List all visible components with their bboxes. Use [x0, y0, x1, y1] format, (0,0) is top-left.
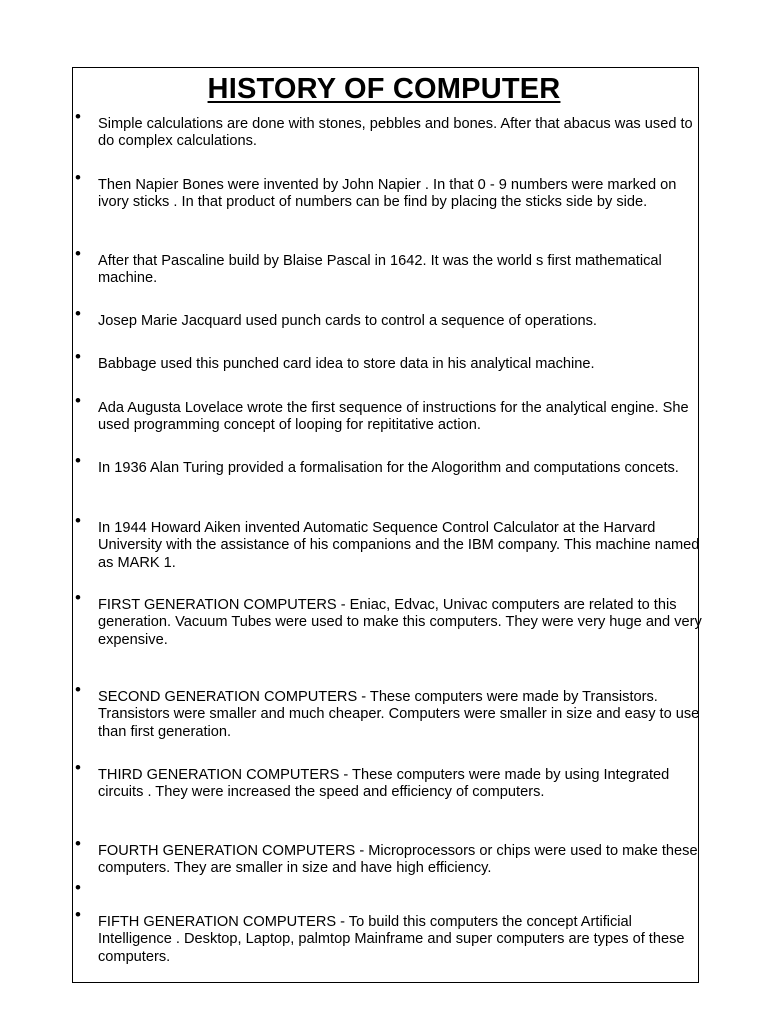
bullet-icon: •	[75, 511, 81, 530]
list-item-text: After that Pascaline build by Blaise Pascal in 1642. It was the world s first mathematical machine.	[98, 253, 662, 287]
list-item-text: Simple calculations are done with stones, pebbles and bones. After that abacus was used to do complex calculations.	[98, 116, 693, 150]
list-item-text: Josep Marie Jacquard used punch cards to control a sequence of operations.	[98, 313, 597, 329]
list-item-text: Babbage used this punched card idea to store data in his analytical machine.	[98, 356, 595, 372]
bullet-icon: •	[75, 834, 81, 853]
list-item-text: SECOND GENERATION COMPUTERS - These computers were made by Transistors. Transistors were smaller and much cheaper. Computers were smaller in size and easy to use than first generation.	[98, 689, 700, 740]
bullet-icon: •	[75, 758, 81, 777]
bullet-icon: •	[75, 391, 81, 410]
bullet-icon: •	[75, 878, 81, 897]
list-item-text: FIRST GENERATION COMPUTERS - Eniac, Edvac, Univac computers are related to this generation. Vacuum Tubes were used to make this computers. They were very huge and very expensive.	[98, 597, 702, 648]
list-item-text: Then Napier Bones were invented by John Napier . In that 0 - 9 numbers were marked on ivory sticks . In that product of numbers can be find by placing the sticks side by side.	[98, 177, 677, 211]
bullet-icon: •	[75, 451, 81, 470]
bullet-icon: •	[75, 244, 81, 263]
bullet-icon: •	[75, 905, 81, 924]
bullet-icon: •	[75, 680, 81, 699]
list-item-text: FOURTH GENERATION COMPUTERS - Microprocessors or chips were used to make these computers. They are smaller in size and have high efficiency.	[98, 843, 698, 877]
bullet-icon: •	[75, 347, 81, 366]
list-item-text: In 1936 Alan Turing provided a formalisation for the Alogorithm and computations concets.	[98, 460, 679, 476]
bullet-icon: •	[75, 304, 81, 323]
bullet-icon: •	[75, 107, 81, 126]
bullet-icon: •	[75, 588, 81, 607]
list-item-text: THIRD GENERATION COMPUTERS - These computers were made by using Integrated circuits . They were increased the speed and efficiency of computers.	[98, 767, 670, 801]
list-item-text: Ada Augusta Lovelace wrote the first sequence of instructions for the analytical engine. She used programming concept of looping for repititative action.	[98, 400, 689, 434]
list-item-text: FIFTH GENERATION COMPUTERS - To build this computers the concept Artificial Intelligence . Desktop, Laptop, palmtop Mainframe and super computers are types of these computers.	[98, 914, 685, 965]
page-title: HISTORY OF COMPUTER	[207, 73, 561, 105]
list-item-text: In 1944 Howard Aiken invented Automatic Sequence Control Calculator at the Harvard University with the assistance of his companions and the IBM company. This machine named as MARK 1.	[98, 520, 700, 571]
bullet-icon: •	[75, 168, 81, 187]
